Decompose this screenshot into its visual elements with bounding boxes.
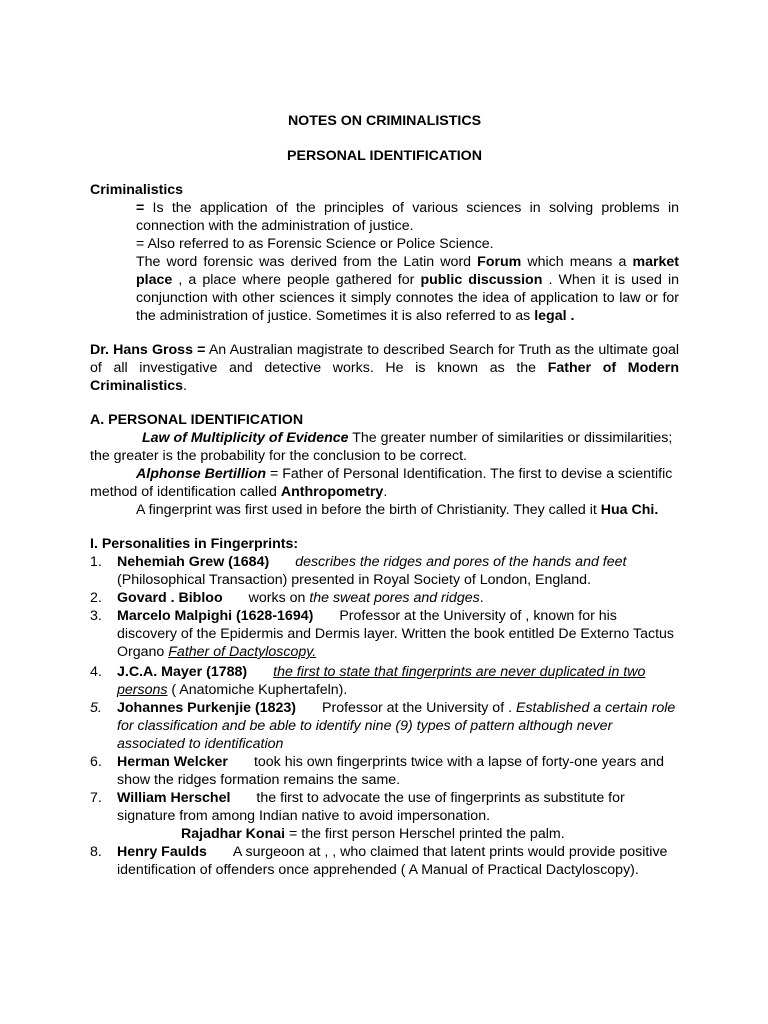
criminalistics-aka: = Also referred to as Forensic Science or Police Science. xyxy=(136,236,494,252)
page-subtitle: PERSONAL IDENTIFICATION xyxy=(287,148,482,164)
section-a-heading: A. PERSONAL IDENTIFICATION xyxy=(90,412,304,428)
page-title: NOTES ON CRIMINALISTICS xyxy=(287,113,482,129)
list-item: 7. William Herschel the first to advocate the use of fingerprints as substitute for signature from among Indian native to avoid impersonation. Rajadhar Konai = the first person Herschel printed the palm. xyxy=(90,789,679,843)
list-item: 4. J.C.A. Mayer (1788) the first to state that fingerprints are never duplicated in two persons ( Anatomiche Kuphertafeln). xyxy=(90,664,646,698)
criminalistics-definition: = Is the application of the principles of various sciences in solving problems in connection with the administration of justice. xyxy=(136,200,679,234)
list-item: 2. Govard . Bibloo works on the sweat pores and ridges. xyxy=(90,590,484,606)
hans-gross-paragraph: Dr. Hans Gross = An Australian magistrate to described Search for Truth as the ultimate goal of all investigative and detective works. He is known as the Father of Modern Criminalistics. xyxy=(90,342,680,394)
list-item: 1. Nehemiah Grew (1684) describes the ridges and pores of the hands and feet (Philosophical Transaction) presented in Royal Society of London, England. xyxy=(90,554,627,588)
list-item: 8. Henry Faulds A surgeoon at , , who claimed that latent prints would provide positive identification of offenders once apprehended ( A Manual of Practical Dactyloscopy). xyxy=(90,844,668,878)
fingerprint-paragraph: A fingerprint was first used in before the birth of Christianity. They called it Hua Chi. xyxy=(136,502,659,518)
personalities-list xyxy=(90,553,679,879)
list-item: 6. Herman Welcker took his own fingerprints twice with a lapse of forty-one years and show the ridges formation remains the same. xyxy=(90,754,665,788)
section-i-heading: I. Personalities in Fingerprints: xyxy=(90,536,299,552)
list-item: 3. Marcelo Malpighi (1628-1694) Professor at the University of , known for his discovery of the Epidermis and Dermis layer. Written the book entitled De Externo Tactus Organo Father of Dactyloscopy. xyxy=(90,608,674,660)
forensic-paragraph: The word forensic was derived from the Latin word Forum which means a market place , a place where people gathered for public discussion . When it is used in conjunction with other sciences it simply connotes the idea of application to law or for the administration of justice. Sometimes it is also referred to as legal . xyxy=(136,254,679,324)
law-multiplicity-paragraph: Law of Multiplicity of Evidence The greater number of similarities or dissimilarities; the greater is the probability for the conclusion to be correct. xyxy=(90,430,673,464)
rajadhar-konai-line: Rajadhar Konai = the first person Herschel printed the palm. xyxy=(181,826,565,842)
criminalistics-heading: Criminalistics xyxy=(90,182,184,198)
bertillon-paragraph: Alphonse Bertillion = Father of Personal Identification. The first to devise a scientific method of identification called Anthropometry. xyxy=(90,466,673,500)
list-item: 5. Johannes Purkenjie (1823) Professor at the University of . Established a certain role for classification and be able to identify nine (9) types of pattern although never associated to identification xyxy=(90,700,676,752)
